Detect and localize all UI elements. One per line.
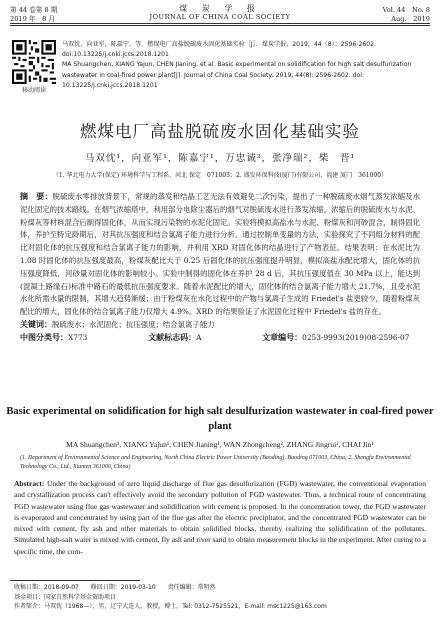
journal-name-en: JOURNAL OF CHINA COAL SOCIETY — [149, 13, 291, 21]
article-number-label: 文章编号： — [262, 332, 303, 342]
keywords-cn — [20, 319, 420, 332]
abstract-en — [14, 478, 426, 557]
citation-en: MA Shuangchen, XIANG Yajun, CHEN Jianing, et al. Basic experimental on solidification for high salt desulfurization wastewater in coal-fired power plant[J]. Journal of China Coal Society, 2019, 44(8): 2596-2602. doi: 10.13225/j.cnki.jccs.2018.1201 — [62, 61, 412, 89]
volume-cn: 第 44 卷第 8 期 — [10, 6, 58, 14]
fund-note: 基金项目：国家自然科学基金资助项目 — [14, 593, 117, 601]
abstract-cn — [20, 191, 420, 345]
header-rule — [10, 23, 430, 24]
received-date: 收稿日期：2018-09-07 — [14, 584, 79, 591]
header-rule-thin — [10, 25, 430, 26]
classification-line — [20, 332, 420, 345]
footer-notes — [14, 583, 426, 612]
citation-cn: 马双忱，向亚军，陈嘉宁，等．燃煤电厂高盐脱硫废水固化基础实验［J］．煤炭学报，2019，44（8）：2596-2602．doi:10.13225/j.cnki.jccs.2018.1201 — [62, 41, 381, 59]
volume-en: Vol. 44 No. 8 — [382, 6, 430, 14]
doc-code-value: A — [196, 332, 202, 342]
title-cn: 燃煤电厂高盐脱硫废水固化基础实验 — [80, 122, 360, 141]
abstract-cn-text: 脱硫废水零排放背景下，常规的蒸发和结晶工艺无法有效避免二次污染，提出了一种脱硫废水烟气蒸发浓缩及水泥化固定的技术路线。在烟气浓缩塔中，利用部分电除尘器后的烟气对脱硫废水进行蒸发浓缩，浓缩后的脱硫废水与水泥、粉煤灰等材料混合后制得固化体，从而实现污染物的水泥化固定。实验将模拟高盐水与水泥、粉煤灰和河砂混合，制得固化体，养护至特定龄期后，对其抗压强度和结合氯离子能力进行分析。通过控制单变量的方法，实验探究了不同组分材料的配比对固化体的抗压强度和结合氯离子能力的影响，并利用 XRD 对固化体的结晶进行了产物表征。结果表明：在水泥比为 1.08 时固化体的抗压强度最高，粉煤灰配比大于 0.25 后固化体的抗压强度提升明显，模拟高盐水配比增大，固化体的抗压强度降低，河砂量对固化体的影响较小。实验中制得的固化体在养护 28 d 后，其抗压强度值在 30 MPa 以上，能达到(混凝土路缘石)标准中路石的最低抗压强度要求。随着水泥配比的增大，固化体的结合氯离子能力增大 21.7%，且受水泥水化所需水量的限制，其增大趋势渐缓；由于粉煤灰在水化过程中的产物与氯离子生成的 Friedel's 盐更较少，随着粉煤灰配比的增大，固化体的结合氯离子能力仅增大 4.9%。XRD 的结果验证了水泥固化过程中 Friedel's 盐的存在。 — [20, 192, 420, 317]
clc-label: 中图分类号： — [20, 332, 68, 342]
date-cn: 2019 年 8 月 — [10, 15, 55, 23]
revised-date: 修回日期：2019-03-10 — [90, 584, 156, 591]
keywords-cn-label: 关键词： — [20, 319, 52, 329]
doc-code-label: 文献标志码： — [148, 332, 197, 342]
date-en: Aug. 2019 — [391, 15, 430, 23]
authors-cn: 马双忱¹，向亚军¹，陈嘉宁¹，万忠诚²，张净瑞²，柴 晋¹ — [84, 153, 356, 164]
abstract-en-label: Abstract: — [14, 479, 45, 488]
keywords-cn-text: 脱硫废水；水泥固化；抗压强度；结合氯离子能力 — [52, 319, 215, 329]
author-bio: 作者简介：马双忱（1968—），男，辽宁大连人，教授，博士。Tel: 0312-7525521，E-mail: msc1225@163.com — [14, 603, 327, 611]
running-header — [10, 4, 430, 22]
editor: 责任编辑：常明然 — [167, 584, 216, 591]
affiliation-en: (1. Department of Environmental Science and Engineering, North China Electric Power University (Baoding), Baoding 071003, China; 2. Shengfa Environmental Technology Co., Ltd., Xiamen 361000, China) — [20, 455, 411, 470]
footer-rule — [10, 580, 140, 581]
article-number-value: 0253-9993(2019)08-2596-07 — [302, 332, 410, 342]
citation-block — [62, 40, 430, 91]
qr-caption: 移动阅读 — [21, 87, 46, 94]
authors-en: MA Shuangchen¹, XIANG Yajun¹, CHEN Jianing¹, WAN Zhongcheng², ZHANG Jingrui², CHAI Jin¹ — [66, 440, 374, 449]
title-en: Basic experimental on solidification for high salt desulfurization wastewater in coal-fired power plant — [6, 406, 434, 432]
clc-value: X773 — [68, 332, 88, 342]
affiliation-cn: （1. 华北电力大学(保定) 环境科学与工程系，河北 保定 071003；2. 盛发环保科技(厦门)有限公司，福建 厦门 361000） — [52, 172, 388, 179]
journal-name-cn: 煤 炭 学 报 — [179, 4, 261, 13]
abstract-en-text: Under the background of zero liquid discharge of flue gas desulfurization (FGD) wastewater, the conventional evaporation and crystallization process can't effectively avoid the secondary pollution of FGD wastewater. Thus, a technical route of concentrating FGD wastewater using flue gas wastewater and solidification with cement is proposed. In the concentration tower, the FGD wastewater is evaporated and concentrated by using part of the flue gas after the electric precipitator, and the concentrated FGD wastewater can be mixed with cement, fly ash and other materials to obtain solidified blocks, thereby realizing the solidification of the pollutants. Simulated high-salt water is mixed with cement, fly ash and river sand to obtain measurement blocks in the experiment. After curing to a specific time, the com- — [14, 479, 426, 556]
qr-code-icon[interactable] — [12, 40, 56, 84]
abstract-cn-label: 摘 要： — [20, 192, 53, 201]
